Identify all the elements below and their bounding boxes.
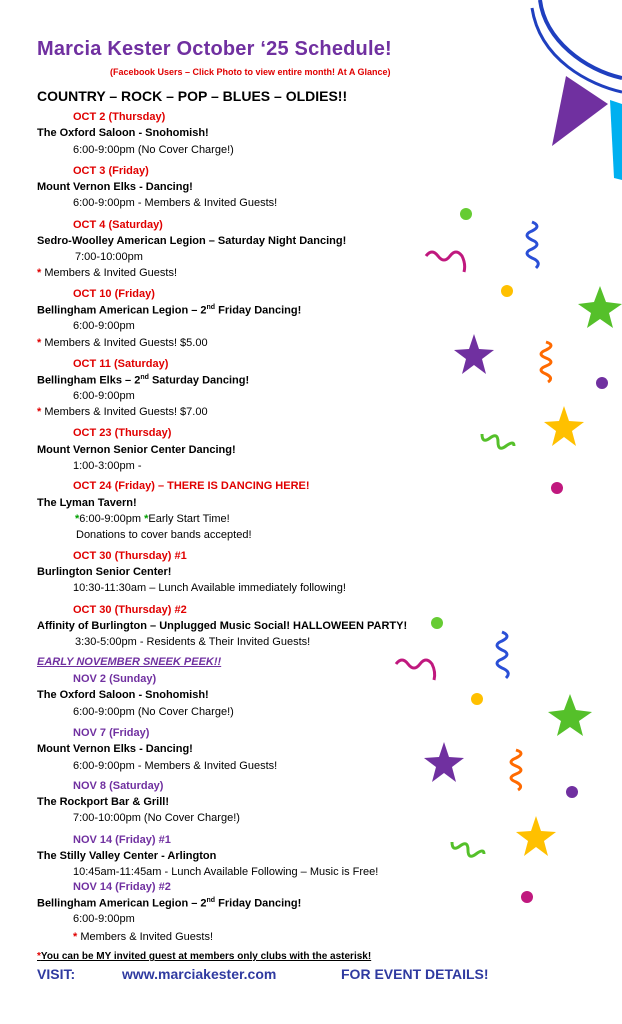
event-note [37, 337, 208, 349]
purple-pennant-icon [552, 76, 608, 146]
event-venue: The Rockport Bar & Grill! [37, 796, 170, 808]
event-time [75, 513, 230, 525]
event-date: OCT 4 (Saturday) [73, 219, 163, 231]
yellow-dot-icon-2 [471, 693, 483, 705]
magenta-streamer-icon [426, 252, 465, 272]
event-date: OCT 23 (Thursday) [73, 427, 172, 439]
blue-streamer-icon-2 [497, 632, 508, 678]
event-note-text: Members & Invited Guests! $7.00 [41, 406, 208, 418]
event-time: 6:00-9:00pm (No Cover Charge!) [73, 144, 234, 156]
asterisk-footnote [37, 951, 371, 962]
event-time: 10:45am-11:45am - Lunch Available Following – Music is Free! [73, 866, 379, 878]
event-date: NOV 14 (Friday) #2 [73, 881, 171, 893]
event-date: OCT 30 (Thursday) #2 [73, 604, 187, 616]
event-time: 7:00-10:00pm [75, 251, 143, 263]
event-note-text: Members & Invited Guests! [41, 267, 177, 279]
event-note-text: Members & Invited Guests! $5.00 [41, 337, 208, 349]
event-time-tail: Early Start Time! [148, 513, 230, 525]
orange-streamer-icon [541, 342, 551, 382]
event-note [37, 267, 177, 279]
event-date: NOV 2 (Sunday) [73, 673, 157, 685]
green-star-icon [578, 286, 622, 328]
green-asterisk-marker-2: * [144, 513, 149, 525]
magenta-dot-icon-2 [521, 891, 533, 903]
event-venue: The Stilly Valley Center - Arlington [37, 850, 217, 862]
footnote-text: You can be MY invited guest at members only clubs with the asterisk! [40, 951, 372, 962]
green-dot-icon [460, 208, 472, 220]
event-details-label: FOR EVENT DETAILS! [341, 966, 489, 982]
event-venue [37, 304, 301, 317]
event-time: 10:30-11:30am – Lunch Available immediately following! [73, 582, 346, 594]
visit-label: VISIT: [37, 966, 76, 982]
event-time: 6:00-9:00pm [73, 913, 135, 925]
event-note-text: Members & Invited Guests! [77, 931, 213, 943]
banner-string-2 [532, 8, 622, 92]
event-date: NOV 14 (Friday) #1 [73, 834, 171, 846]
event-time: 3:30-5:00pm - Residents & Their Invited Guests! [75, 636, 311, 648]
event-venue: Mount Vernon Elks - Dancing! [37, 181, 193, 193]
orange-streamer-icon-2 [511, 750, 521, 790]
event-extra: Donations to cover bands accepted! [76, 529, 252, 541]
green-star-icon-2 [548, 694, 592, 736]
event-venue: The Oxford Saloon - Snohomish! [37, 689, 209, 701]
venue-text: Bellingham American Legion – 2 [37, 304, 207, 317]
green-asterisk-marker: * [75, 513, 80, 525]
event-note [37, 406, 208, 418]
green-streamer-icon [482, 434, 514, 448]
event-date: OCT 11 (Saturday) [73, 358, 169, 370]
yellow-star-icon-2 [516, 816, 556, 856]
page-title: Marcia Kester October ‘25 Schedule! [37, 38, 392, 60]
ordinal-suffix: nd [206, 304, 216, 311]
blue-pennant-icon [610, 100, 622, 180]
magenta-dot-icon [551, 482, 563, 494]
event-venue: Mount Vernon Senior Center Dancing! [37, 444, 236, 456]
event-time: 6:00-9:00pm [73, 320, 135, 332]
blue-streamer-icon [527, 222, 538, 268]
yellow-star-icon [544, 406, 584, 446]
magenta-streamer-icon-2 [396, 660, 435, 680]
event-note [73, 931, 213, 943]
event-date: OCT 2 (Thursday) [73, 111, 166, 123]
event-date: OCT 30 (Thursday) #1 [73, 550, 187, 562]
event-time-text: 6:00-9:00pm [79, 513, 145, 525]
event-time: 6:00-9:00pm - Members & Invited Guests! [73, 760, 278, 772]
venue-text-tail: Saturday Dancing! [148, 374, 250, 387]
venue-text: Bellingham Elks – 2 [37, 374, 141, 387]
venue-text-tail: Friday Dancing! [215, 897, 302, 910]
event-venue [37, 374, 249, 387]
asterisk-marker: * [73, 931, 78, 943]
event-venue: Affinity of Burlington – Unplugged Music Social! HALLOWEEN PARTY! [37, 620, 408, 632]
venue-text-tail: Friday Dancing! [215, 304, 302, 317]
event-time: 7:00-10:00pm (No Cover Charge!) [73, 812, 240, 824]
purple-star-icon [454, 334, 494, 374]
ordinal-suffix: nd [206, 897, 216, 904]
event-date: OCT 3 (Friday) [73, 165, 149, 177]
banner-string [540, 0, 622, 78]
event-date: OCT 24 (Friday) – THERE IS DANCING HERE! [73, 480, 310, 492]
event-time: 6:00-9:00pm - Members & Invited Guests! [73, 197, 278, 209]
event-venue: The Lyman Tavern! [37, 497, 137, 509]
event-time: 1:00-3:00pm - [73, 460, 142, 472]
event-date: NOV 7 (Friday) [73, 727, 150, 739]
website-link[interactable]: www.marciakester.com [122, 966, 277, 982]
event-time: 6:00-9:00pm (No Cover Charge!) [73, 706, 234, 718]
event-date: NOV 8 (Saturday) [73, 780, 164, 792]
asterisk-marker: * [37, 406, 42, 418]
november-peek-heading: EARLY NOVEMBER SNEEK PEEK!! [37, 656, 222, 668]
purple-dot-icon [596, 377, 608, 389]
genre-tagline: COUNTRY – ROCK – POP – BLUES – OLDIES!! [37, 88, 348, 104]
asterisk-marker: * [37, 951, 41, 962]
venue-text: Bellingham American Legion – 2 [37, 897, 207, 910]
green-dot-icon-2 [431, 617, 443, 629]
event-venue: Burlington Senior Center! [37, 566, 172, 578]
event-venue: Sedro-Woolley American Legion – Saturday Night Dancing! [37, 235, 347, 247]
asterisk-marker: * [37, 337, 42, 349]
purple-dot-icon-2 [566, 786, 578, 798]
facebook-note: (Facebook Users – Click Photo to view entire month! At A Glance) [110, 67, 391, 77]
yellow-dot-icon [501, 285, 513, 297]
purple-star-icon-2 [424, 742, 464, 782]
event-venue: Mount Vernon Elks - Dancing! [37, 743, 193, 755]
green-streamer-icon-2 [452, 842, 484, 856]
asterisk-marker: * [37, 267, 42, 279]
event-venue: The Oxford Saloon - Snohomish! [37, 127, 209, 139]
event-time: 6:00-9:00pm [73, 390, 135, 402]
event-date: OCT 10 (Friday) [73, 288, 155, 300]
event-venue [37, 897, 301, 910]
ordinal-suffix: nd [140, 374, 149, 381]
